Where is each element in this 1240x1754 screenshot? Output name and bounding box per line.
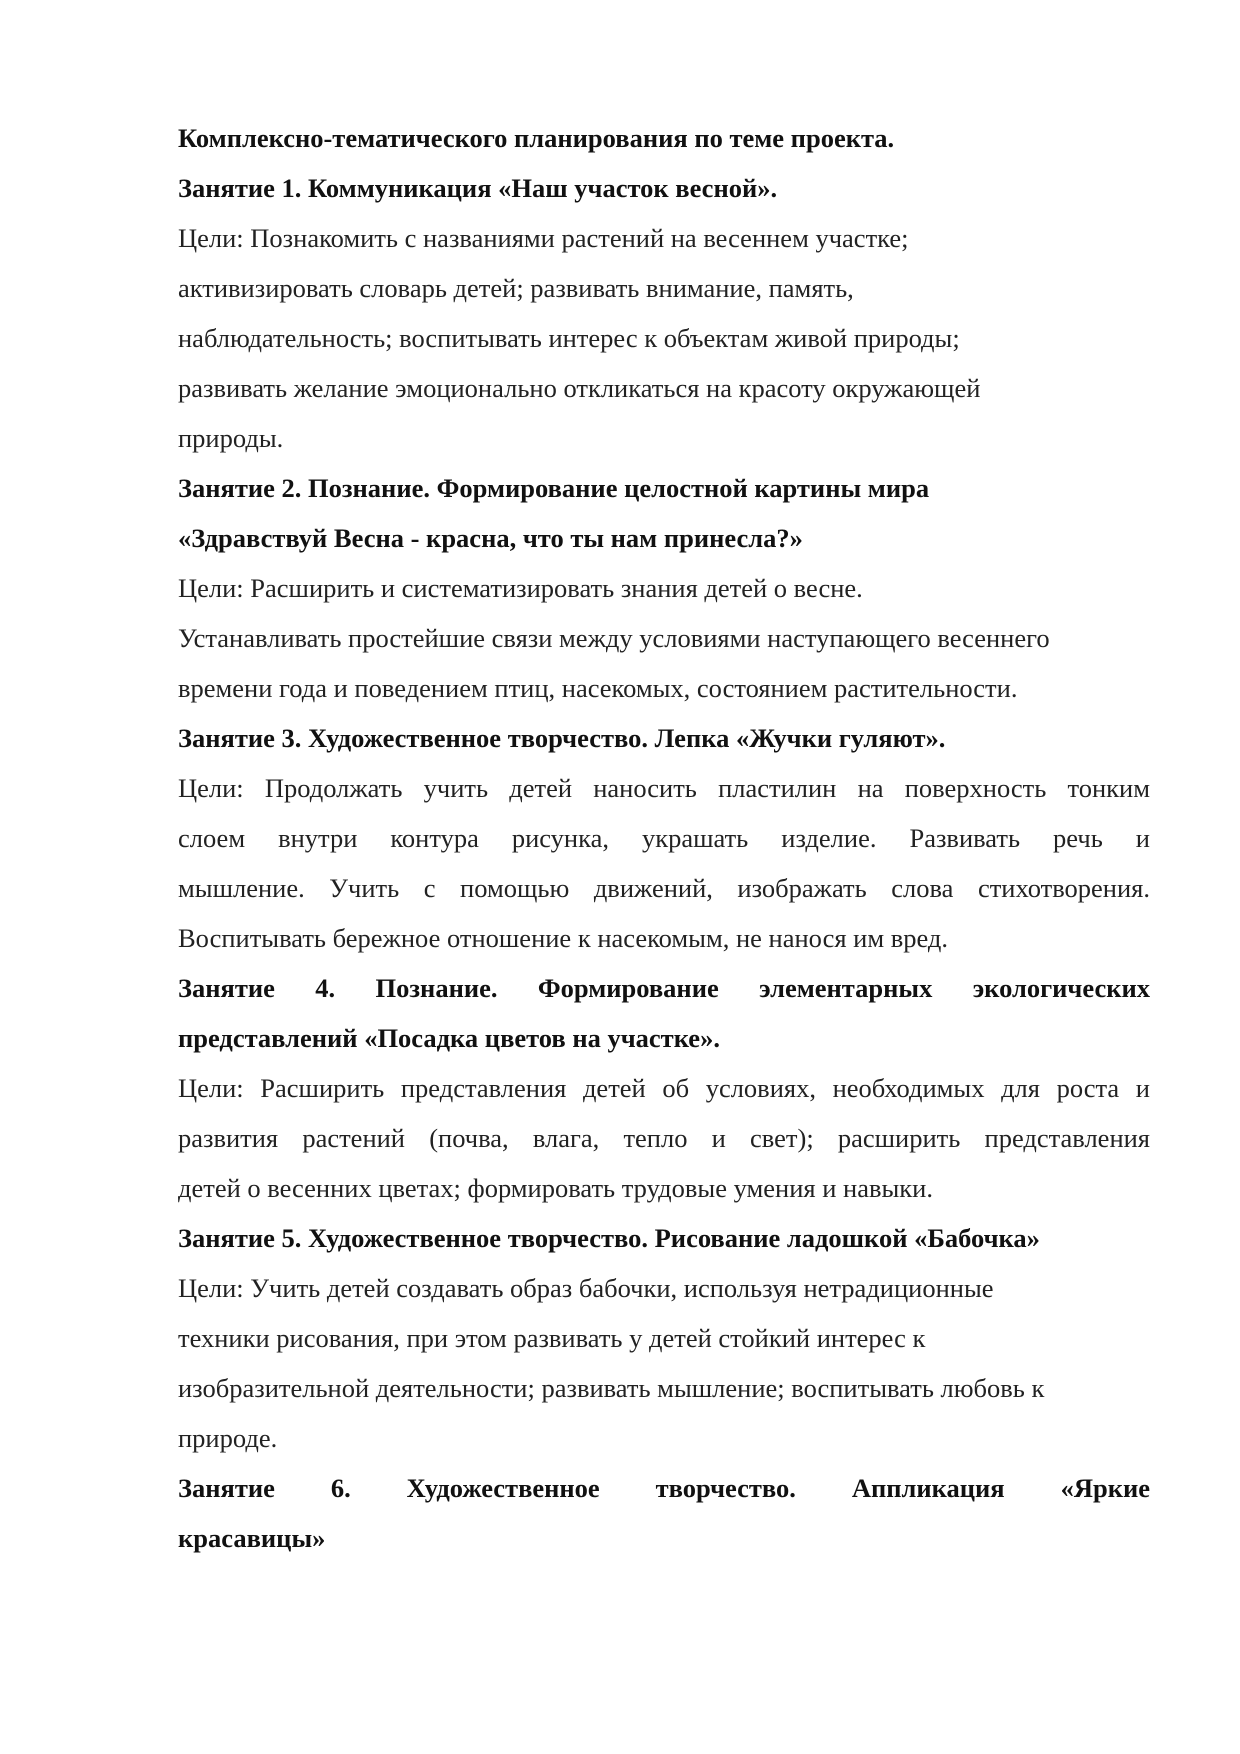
lesson-3-goal-line: Воспитывать бережное отношение к насекомым, не нанося им вред.: [178, 923, 949, 953]
lesson-6-heading: Занятие 6. Художественное творчество. Аппликация «Яркие: [178, 1473, 1150, 1503]
lesson-4-heading: представлений «Посадка цветов на участке».: [178, 1023, 720, 1053]
lesson-1-heading: Занятие 1. Коммуникация «Наш участок весной».: [178, 173, 778, 203]
lesson-3-goal-line: мышление. Учить с помощью движений, изображать слова стихотворения.: [178, 873, 1150, 903]
lesson-3-heading: Занятие 3. Художественное творчество. Лепка «Жучки гуляют».: [178, 723, 946, 753]
lesson-4-heading: Занятие 4. Познание. Формирование элементарных экологических: [178, 973, 1150, 1003]
lesson-4-goal-line: развития растений (почва, влага, тепло и свет); расширить представления: [178, 1123, 1150, 1153]
lesson-1-goal-line: активизировать словарь детей; развивать внимание, память,: [178, 273, 854, 303]
lesson-3-goal-line: слоем внутри контура рисунка, украшать изделие. Развивать речь и: [178, 823, 1150, 853]
document-page: [178, 113, 1150, 1563]
lesson-3-goal-line: Цели: Продолжать учить детей наносить пластилин на поверхность тонким: [178, 773, 1150, 803]
document-title: Комплексно-тематического планирования по теме проекта.: [178, 123, 895, 153]
lesson-1-goal-line: наблюдательность; воспитывать интерес к объектам живой природы;: [178, 323, 960, 353]
lesson-6-heading: красавицы»: [178, 1523, 326, 1553]
lesson-4-goal-line: детей о весенних цветах; формировать трудовые умения и навыки.: [178, 1173, 933, 1203]
lesson-5-goal-line: техники рисования, при этом развивать у детей стойкий интерес к: [178, 1323, 926, 1353]
lesson-5-goal-line: природе.: [178, 1423, 278, 1453]
lesson-4-goal-line: Цели: Расширить представления детей об условиях, необходимых для роста и: [178, 1073, 1150, 1103]
lesson-2-heading: «Здравствуй Весна - красна, что ты нам принесла?»: [178, 523, 803, 553]
lesson-2-heading: Занятие 2. Познание. Формирование целостной картины мира: [178, 473, 930, 503]
lesson-2-goal-line: времени года и поведением птиц, насекомых, состоянием растительности.: [178, 673, 1018, 703]
lesson-1-goal-line: природы.: [178, 423, 284, 453]
lesson-2-goal-line: Устанавливать простейшие связи между условиями наступающего весеннего: [178, 623, 1050, 653]
lesson-5-goal-line: изобразительной деятельности; развивать мышление; воспитывать любовь к: [178, 1373, 1045, 1403]
lesson-5-goal-line: Цели: Учить детей создавать образ бабочки, используя нетрадиционные: [178, 1273, 994, 1303]
lesson-1-goal-line: развивать желание эмоционально откликаться на красоту окружающей: [178, 373, 981, 403]
lesson-5-heading: Занятие 5. Художественное творчество. Рисование ладошкой «Бабочка»: [178, 1223, 1040, 1253]
lesson-2-goal-line: Цели: Расширить и систематизировать знания детей о весне.: [178, 573, 863, 603]
lesson-1-goal-line: Цели: Познакомить с названиями растений на весеннем участке;: [178, 223, 909, 253]
